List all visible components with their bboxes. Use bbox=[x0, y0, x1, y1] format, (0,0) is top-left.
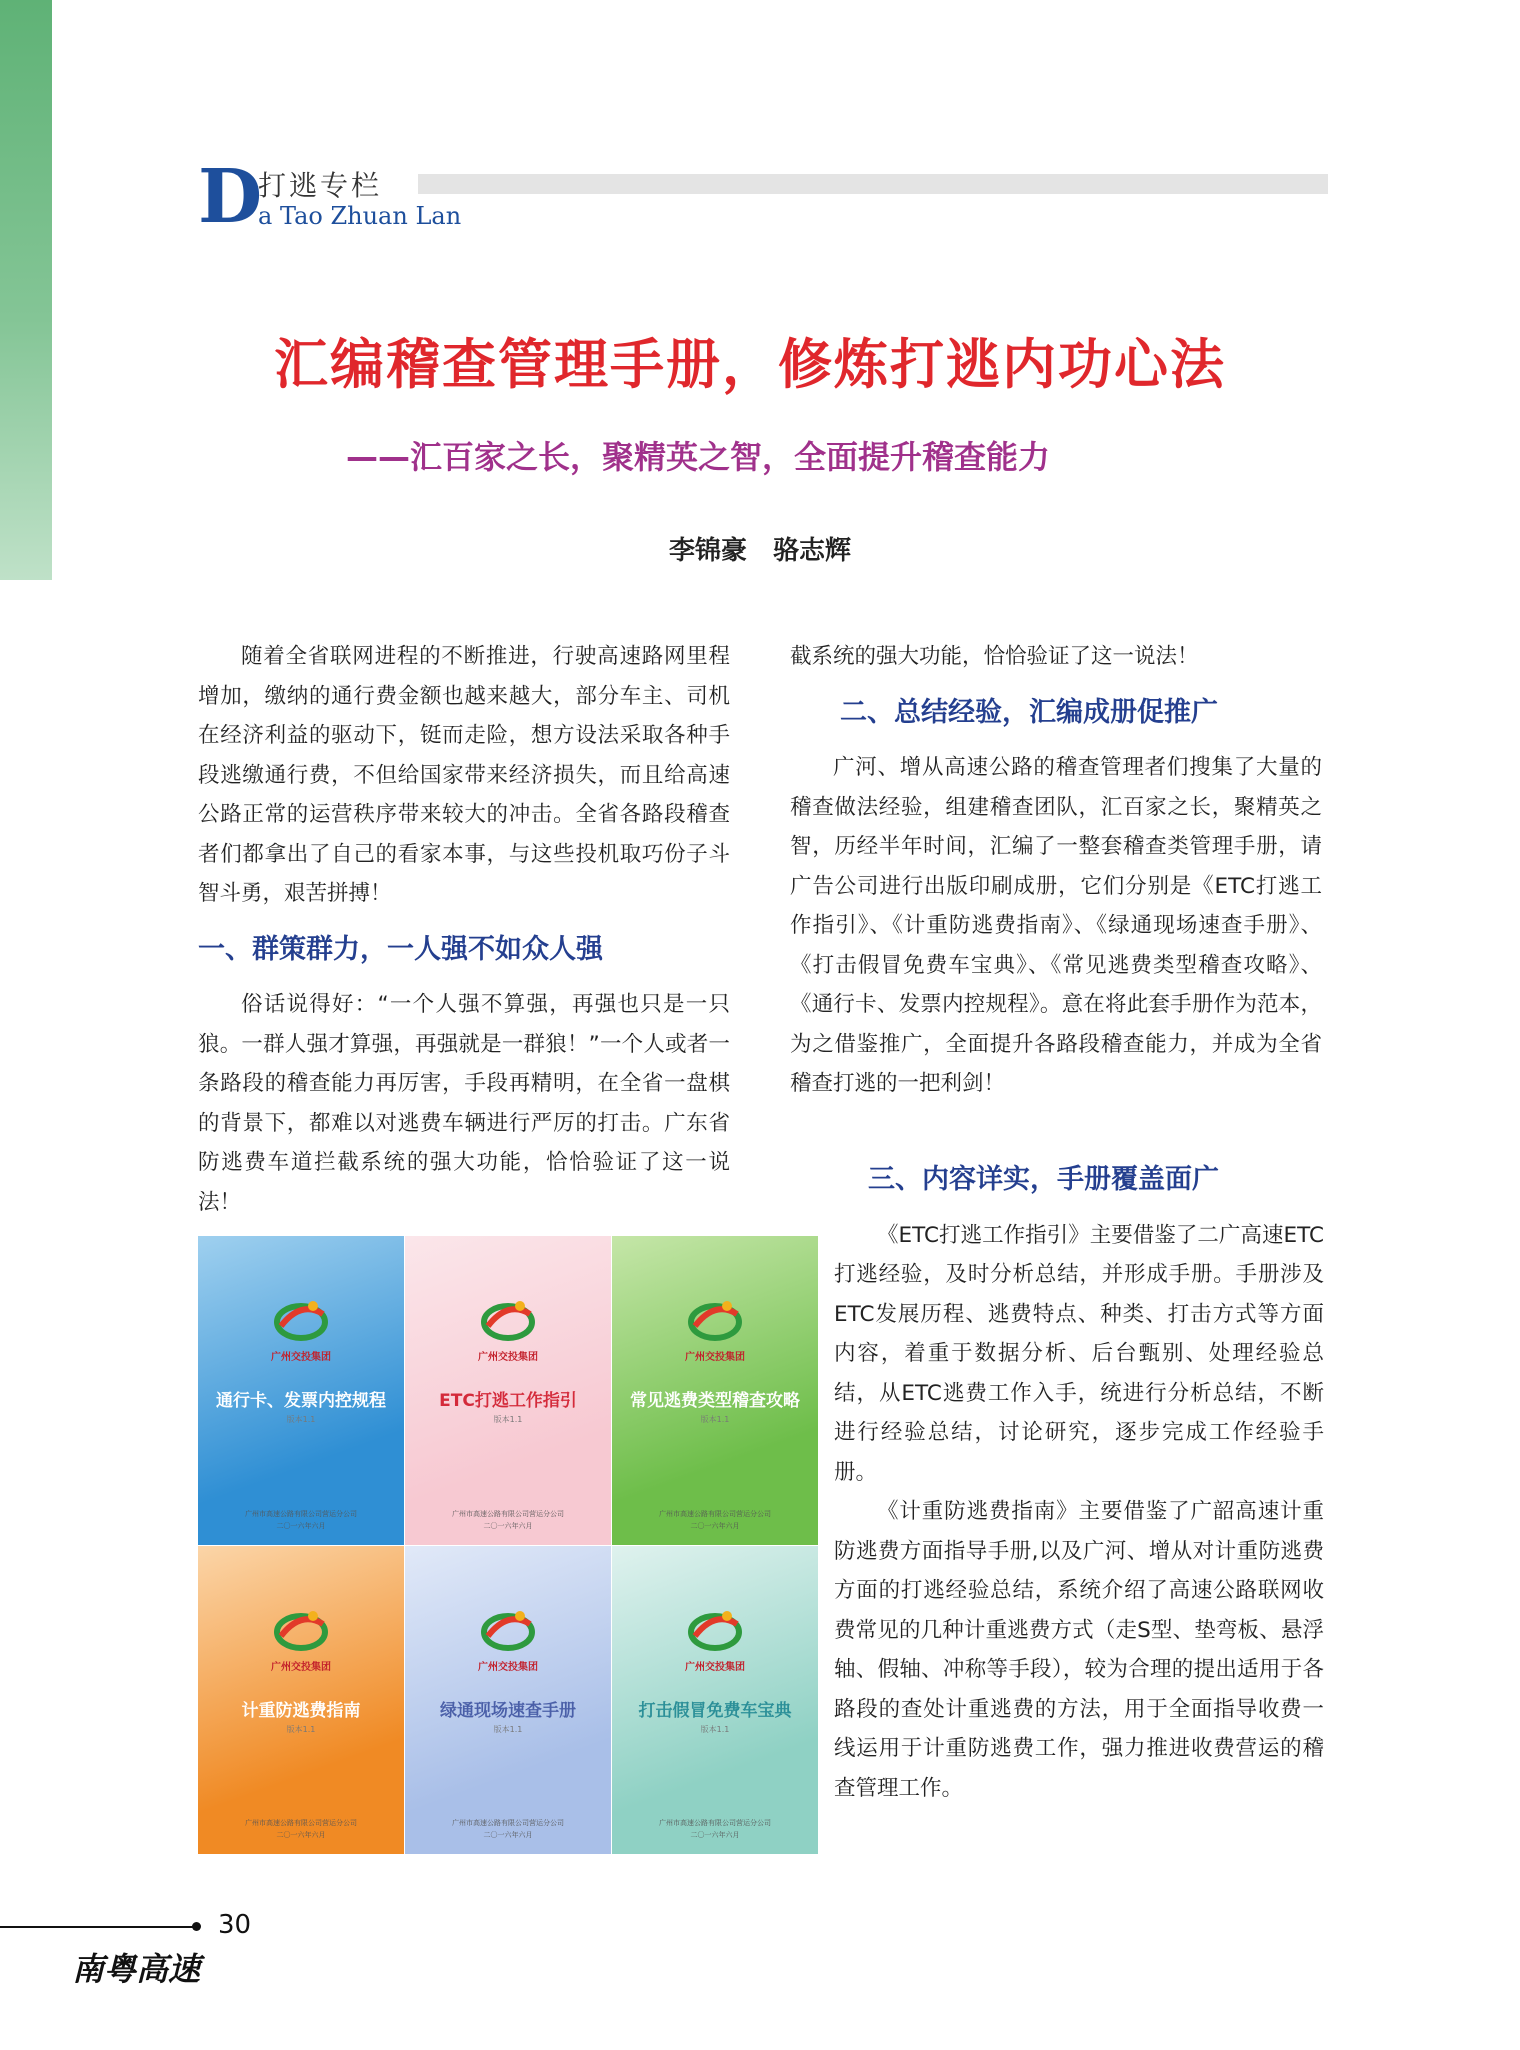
cover-company: 广州交投集团 bbox=[478, 1352, 538, 1363]
header-rule bbox=[418, 174, 1328, 194]
cover-version: 版本1.1 bbox=[493, 1415, 523, 1424]
section-3-heading: 三、内容详实，手册覆盖面广 bbox=[868, 1164, 1219, 1195]
column-header bbox=[198, 154, 1328, 240]
company-logo-icon bbox=[273, 1296, 329, 1342]
cover-publisher: 广州市高速公路有限公司营运分公司 bbox=[452, 1509, 564, 1518]
company-logo-icon bbox=[687, 1296, 743, 1342]
manual-covers-grid bbox=[198, 1236, 818, 1854]
left-column bbox=[198, 637, 730, 1215]
company-logo-icon bbox=[687, 1606, 743, 1652]
cover-title: 绿通现场速查手册 bbox=[440, 1700, 576, 1721]
cover-date: 二〇一六年六月 bbox=[276, 1521, 326, 1530]
cover-company: 广州交投集团 bbox=[478, 1661, 538, 1673]
article-title: 汇编稽查管理手册，修炼打逃内功心法 bbox=[274, 332, 1226, 396]
cover-date: 二〇一六年六月 bbox=[276, 1831, 326, 1839]
section-3-paragraph-2: 《计重防逃费指南》主要借鉴了广韶高速计重防逃费方面指导手册,以及广河、增从对计重防逃费方面的打逃经验总结，系统介绍了高速公路联网收费常见的几种计重逃费方式（走S型、垫弯板、悬浮轴、假轴、冲称等手段），较为合理的提出适用于各路段的查处计重逃费的方法，用于全面指导收费一线运用于计重防逃费工作，强力推进收费营运的稽查管理工作。 bbox=[834, 1499, 1324, 1801]
manual-cover bbox=[612, 1236, 818, 1545]
cover-title: ETC打逃工作指引 bbox=[439, 1391, 577, 1411]
cover-company: 广州交投集团 bbox=[271, 1661, 331, 1673]
cover-date: 二〇一六年六月 bbox=[483, 1831, 533, 1839]
section-2-paragraph: 广河、增从高速公路的稽查管理者们搜集了大量的稽查做法经验，组建稽查团队，汇百家之长，聚精英之智，历经半年时间，汇编了一整套稽查类管理手册，请广告公司进行出版印刷成册，它们分别是《ETC打逃工作指引》、《计重防逃费指南》、《绿通现场速查手册》、《打击假冒免费车宝典》、《常见逃费类型稽查攻略》、《通行卡、发票内控规程》。意在将此套手册作为范本，为之借鉴推广，全面提升各路段稽查能力，并成为全省稽查打逃的一把利剑！ bbox=[790, 755, 1322, 1096]
cover-date: 二〇一六年六月 bbox=[690, 1521, 740, 1530]
cover-company: 广州交投集团 bbox=[271, 1352, 331, 1363]
footer-dot bbox=[192, 1922, 201, 1931]
cover-publisher: 广州市高速公路有限公司营运分公司 bbox=[245, 1509, 357, 1518]
cover-version: 版本1.1 bbox=[700, 1724, 730, 1734]
cover-date: 二〇一六年六月 bbox=[690, 1831, 740, 1839]
cover-publisher: 广州市高速公路有限公司营运分公司 bbox=[245, 1819, 357, 1827]
section-1-continued: 截系统的强大功能，恰恰验证了这一说法！ bbox=[790, 644, 1199, 669]
cover-date: 二〇一六年六月 bbox=[483, 1521, 533, 1530]
manual-cover bbox=[405, 1236, 611, 1545]
cover-publisher: 广州市高速公路有限公司营运分公司 bbox=[452, 1819, 564, 1827]
cover-publisher: 广州市高速公路有限公司营运分公司 bbox=[659, 1509, 771, 1518]
cover-title: 打击假冒免费车宝典 bbox=[638, 1700, 792, 1721]
cover-version: 版本1.1 bbox=[286, 1724, 316, 1734]
section-1-heading: 一、群策群力，一人强不如众人强 bbox=[198, 933, 603, 965]
cover-company: 广州交投集团 bbox=[685, 1352, 745, 1363]
cover-title: 通行卡、发票内控规程 bbox=[216, 1391, 386, 1411]
column-name-cn: 打逃专栏 bbox=[258, 169, 383, 202]
company-logo-icon bbox=[480, 1606, 536, 1652]
article-subtitle: ——汇百家之长，聚精英之智，全面提升稽查能力 bbox=[346, 438, 1051, 476]
manual-cover bbox=[198, 1546, 404, 1855]
magazine-logo: 南粤高速 bbox=[72, 1950, 201, 1988]
footer-rule bbox=[0, 1926, 196, 1928]
right-column-bottom bbox=[834, 1164, 1324, 1808]
section-1-paragraph: 俗话说得好：“一个人强不算强，再强也只是一只狼。一群人强才算强，再强就是一群狼！”一个人或者一条路段的稽查能力再厉害，手段再精明，在全省一盘棋的背景下，都难以对逃费车辆进行严厉的打击。广东省防逃费车道拦截系统的强大功能，恰恰验证了这一说法！ bbox=[198, 992, 730, 1215]
column-name-en: a Tao Zhuan Lan bbox=[258, 202, 462, 230]
cover-version: 版本1.1 bbox=[493, 1724, 523, 1734]
intro-paragraph: 随着全省联网进程的不断推进，行驶高速路网里程增加，缴纳的通行费金额也越来越大，部分车主、司机在经济利益的驱动下，铤而走险，想方设法采取各种手段逃缴通行费，不但给国家带来经济损失，而且给高速公路正常的运营秩序带来较大的冲击。全省各路段稽查者们都拿出了自己的看家本事，与这些投机取巧份子斗智斗勇，艰苦拼搏！ bbox=[198, 644, 730, 906]
manual-cover bbox=[612, 1546, 818, 1855]
company-logo-icon bbox=[273, 1606, 329, 1652]
decorative-green-stripe bbox=[0, 0, 52, 580]
cover-version: 版本1.1 bbox=[286, 1415, 316, 1424]
page-number: 30 bbox=[218, 1910, 252, 1940]
cover-company: 广州交投集团 bbox=[685, 1661, 745, 1673]
manual-cover bbox=[405, 1546, 611, 1855]
cover-publisher: 广州市高速公路有限公司营运分公司 bbox=[659, 1819, 771, 1827]
article-authors: 李锦豪 骆志辉 bbox=[668, 536, 851, 566]
right-column-top bbox=[790, 637, 1322, 1104]
cover-version: 版本1.1 bbox=[700, 1415, 730, 1424]
section-2-heading: 二、总结经验，汇编成册促推广 bbox=[840, 696, 1218, 728]
manual-cover bbox=[198, 1236, 404, 1545]
company-logo-icon bbox=[480, 1296, 536, 1342]
column-initial: D bbox=[198, 154, 263, 240]
section-3-paragraph-1: 《ETC打逃工作指引》主要借鉴了二广高速ETC打逃经验，及时分析总结，并形成手册。手册涉及ETC发展历程、逃费特点、种类、打击方式等方面内容，着重于数据分析、后台甄别、处理经验总结，从ETC逃费工作入手，统进行分析总结，不断进行经验总结，讨论研究，逐步完成工作经验手册。 bbox=[834, 1222, 1324, 1485]
cover-title: 常见逃费类型稽查攻略 bbox=[630, 1391, 800, 1411]
cover-title: 计重防逃费指南 bbox=[241, 1700, 361, 1721]
